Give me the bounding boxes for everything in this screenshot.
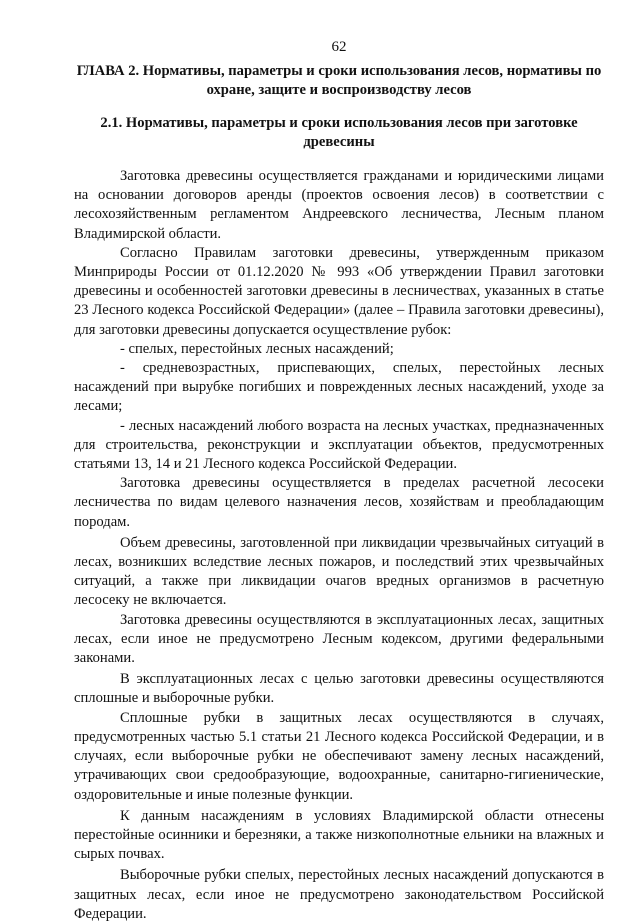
paragraph: Сплошные рубки в защитных лесах осуществляются в случаях, предусмотренных частью 5.1 статьи 21 Лесного кодекса Российской Федерации, и в случаях, если выборочные рубки не обеспечивают замену лесных насаждений, утрачивающих свои средообразующие, водоохранные, санитарно-гигиенические, оздоровительные и иные полезные функции. [74, 709, 604, 803]
list-item: - средневозрастных, приспевающих, спелых, перестойных лесных насаждений при вырубке погибших и поврежденных лесных насаждений, уходе за лесами; [74, 360, 604, 415]
list-item: - спелых, перестойных лесных насаждений; [120, 340, 394, 357]
chapter-title: ГЛАВА 2. Нормативы, параметры и сроки использования лесов, нормативы по охране, защите и воспроизводству лесов [76, 63, 602, 98]
document-page [74, 38, 604, 924]
paragraph: К данным насаждениям в условиях Владимирской области отнесены перестойные осинники и березняки, а также низкополнотные ельники на влажных и сырых почвах. [74, 807, 604, 863]
section-title: 2.1. Нормативы, параметры и сроки использования лесов при заготовке древесины [100, 115, 578, 150]
paragraph: Заготовка древесины осуществляется гражданами и юридическими лицами на основании договоров аренды (проектов освоения лесов) в соответствии с лесохозяйственным регламентом Андреевского лесничества, Лесным планом Владимирской области. [74, 168, 604, 242]
paragraph: Заготовка древесины осуществляется в пределах расчетной лесосеки лесничества по видам целевого назначения лесов, хозяйствам и преобладающим породам. [74, 475, 604, 530]
paragraph: Выборочные рубки спелых, перестойных лесных насаждений допускаются в защитных лесах, если иное не предусмотрено законодательством Российской Федерации. [74, 867, 604, 922]
paragraph: В эксплуатационных лесах с целью заготовки древесины осуществляются сплошные и выборочные рубки. [74, 671, 604, 707]
paragraph: Заготовка древесины осуществляются в эксплуатационных лесах, защитных лесах, если иное не предусмотрено Лесным кодексом, другими федеральными законами. [74, 611, 604, 667]
list-item: - лесных насаждений любого возраста на лесных участках, предназначенных для строительства, реконструкции и эксплуатации объектов, предусмотренных статьями 13, 14 и 21 Лесного кодекса Российской Федерации. [74, 417, 604, 473]
page-number: 62 [331, 39, 347, 55]
paragraph: Объем древесины, заготовленной при ликвидации чрезвычайных ситуаций в лесах, возникших вследствие лесных пожаров, и последствий этих чрезвычайных ситуаций, а также при ликвидации очагов вредных организмов в расчетную лесосеку не включается. [74, 534, 604, 609]
paragraph: Согласно Правилам заготовки древесины, утвержденным приказом Минприроды России от 01.12.2020 № 993 «Об утверждении Правил заготовки древесины и особенностей заготовки древесины в лесничествах, указанных в статье 23 Лесного кодекса Российской Федерации» (далее – Правила заготовки древесины), для заготовки древесины допускается осуществление рубок: [74, 244, 604, 338]
body-text [74, 167, 604, 924]
